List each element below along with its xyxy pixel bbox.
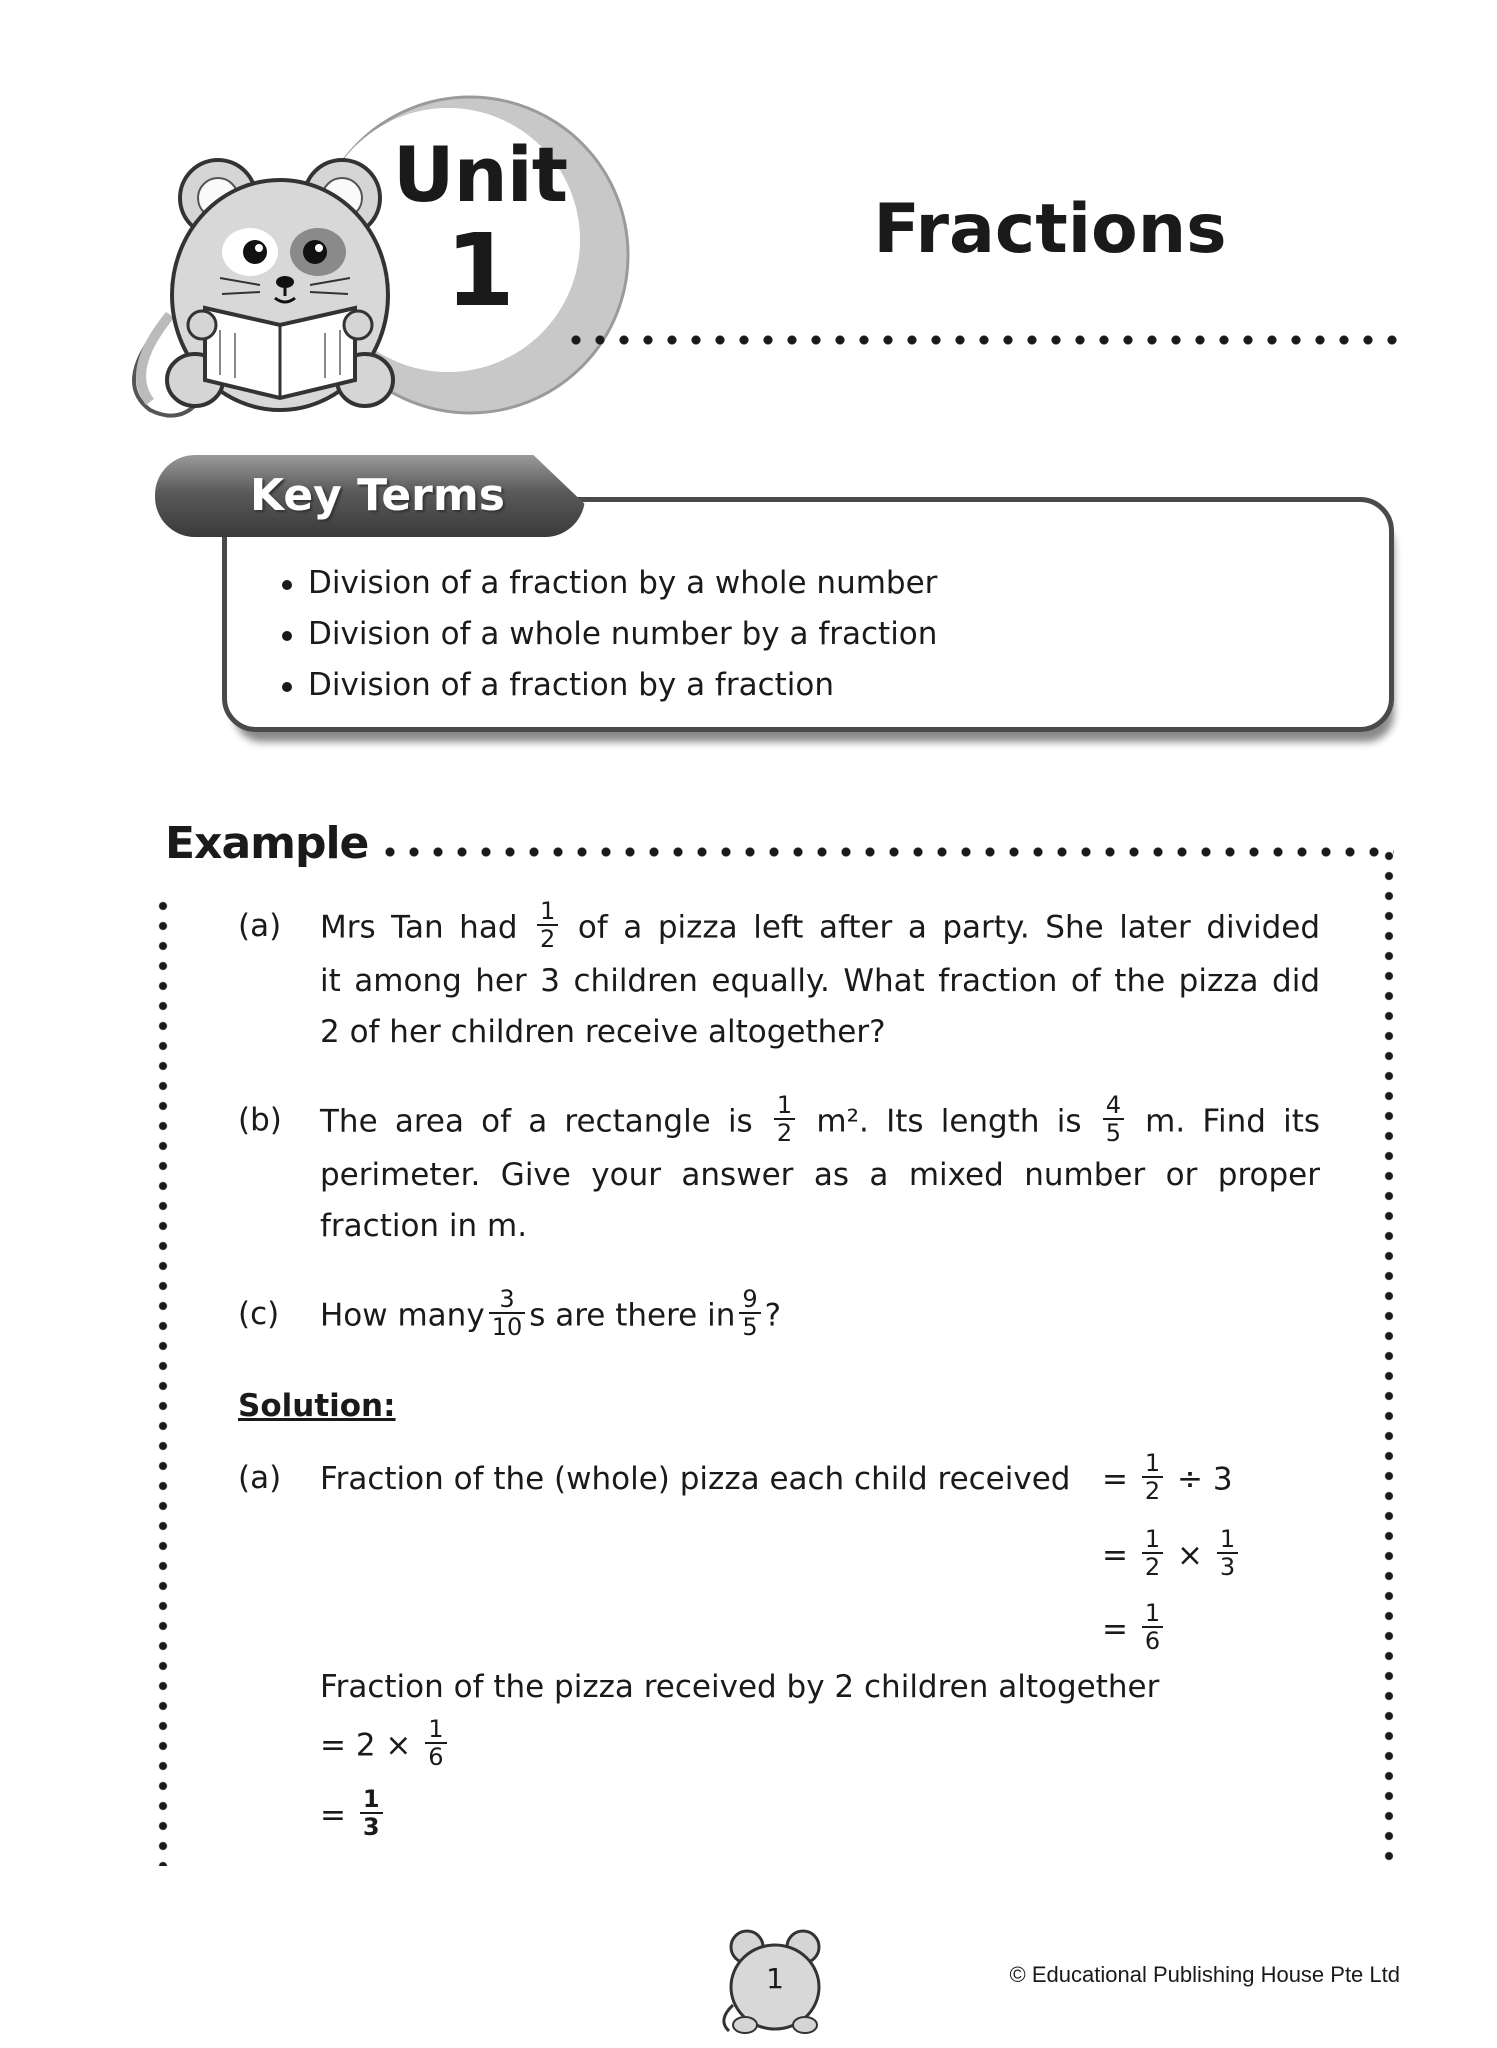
fraction: $\frac{1}{2}$ [1142,1526,1163,1580]
fraction: $\frac{3}{10}$ [489,1286,526,1340]
solution-a-line2: Fraction of the pizza received by 2 children altogether [320,1669,1160,1705]
unit-label: Unit [392,130,568,219]
solution-step-3: = $\frac{1}{6}$ [1102,1604,1167,1658]
title-dotted-rule [564,334,1404,346]
fraction: $\frac{9}{5}$ [739,1286,760,1340]
key-term-item: Division of a fraction by a whole number [278,558,937,609]
solution-a-label: (a) [238,1460,282,1496]
example-heading: Example [165,818,369,869]
unit-number: 1 [445,212,515,329]
question-a-text: Mrs Tan had $\frac{1}{2}$ of a pizza left after a party. She later divided it among her 3 children equally. What fraction of the pizza did 2 of her children receive altogether? [320,897,1320,1050]
solution-final-answer: = $\frac{1}{3}$ [320,1790,387,1844]
question-b-label: (b) [238,1102,282,1138]
solution-a-intro: Fraction of the (whole) pizza each child received [320,1461,1071,1497]
key-term-item: Division of a fraction by a fraction [278,660,937,711]
fraction: $\frac{1}{6}$ [1142,1600,1163,1654]
solution-step-1: = $\frac{1}{2}$ ÷ 3 [1102,1449,1233,1505]
page-number: 1 [766,1962,784,1995]
question-c-label: (c) [238,1296,280,1332]
fraction-answer: $\frac{1}{3}$ [360,1786,383,1840]
page-title: Fractions [873,190,1227,269]
fraction: $\frac{1}{2}$ [537,898,558,952]
question-c-text: How many $\frac{3}{10}$ s are there in $\frac{9}{5}$ ? [320,1285,782,1341]
question-a-label: (a) [238,908,282,944]
fraction: $\frac{1}{2}$ [774,1092,795,1146]
example-right-border [1383,846,1395,1866]
key-terms-label: Key Terms [250,470,505,521]
example-top-border [378,846,1394,858]
fraction: $\frac{1}{3}$ [1217,1526,1238,1580]
copyright-notice: © Educational Publishing House Pte Ltd [1009,1962,1400,1987]
key-terms-list [278,558,937,711]
fraction: $\frac{1}{2}$ [1142,1450,1163,1504]
question-b-text: The area of a rectangle is $\frac{1}{2}$ m². Its length is $\frac{4}{5}$ m. Find its perimeter. Give your answer as a mixed number or proper fraction in m. [320,1091,1321,1244]
key-term-item: Division of a whole number by a fraction [278,609,937,660]
example-left-border [157,896,169,1866]
solution-step-2: = $\frac{1}{2}$ × $\frac{1}{3}$ [1102,1530,1242,1584]
solution-step-4: = 2 × $\frac{1}{6}$ [320,1720,451,1774]
solution-label: Solution: [238,1388,396,1424]
fraction: $\frac{1}{6}$ [425,1716,446,1770]
fraction: $\frac{4}{5}$ [1103,1092,1124,1146]
